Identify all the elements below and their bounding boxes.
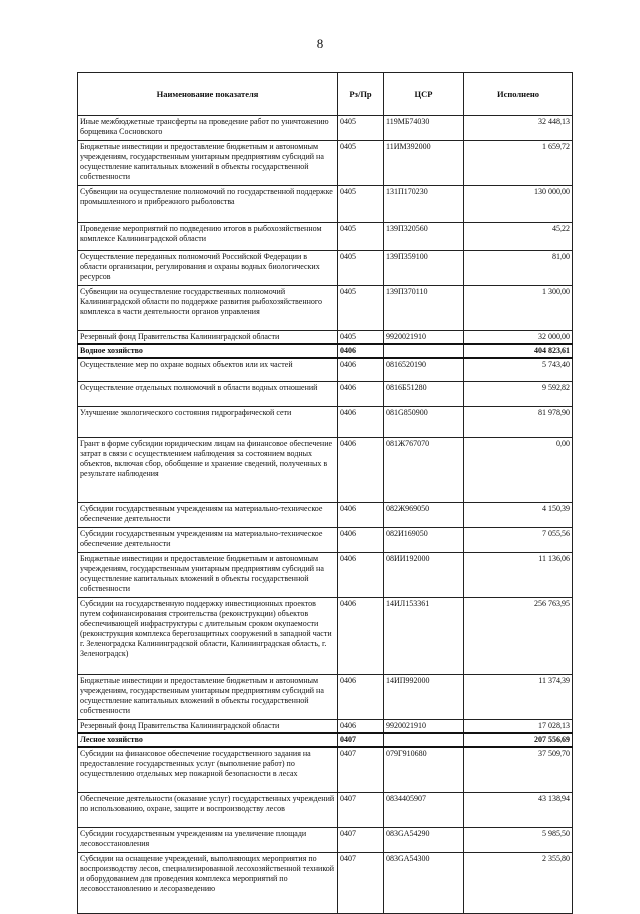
row-name-cell: Лесное хозяйство [78, 733, 338, 747]
row-amount-cell: 17 028,13 [464, 720, 573, 734]
row-amount-cell: 1 659,72 [464, 141, 573, 186]
row-csr-cell: 081Ж767070 [384, 438, 464, 503]
table-row [78, 223, 573, 251]
row-amount-cell: 9 592,82 [464, 382, 573, 407]
row-csr-cell: 0816520190 [384, 358, 464, 382]
row-csr-cell: 083GA54290 [384, 828, 464, 853]
row-amount-cell: 7 055,56 [464, 528, 573, 553]
row-rzpr-cell: 0406 [338, 675, 384, 720]
row-amount-cell: 32 000,00 [464, 331, 573, 345]
row-csr-cell: 119МБ74030 [384, 116, 464, 141]
row-name-cell: Обеспечение деятельности (оказание услуг) государственных учреждений по использованию, охране, защите и воспроизводству лесов [78, 793, 338, 828]
table-row [78, 116, 573, 141]
row-name-cell: Субсидии государственным учреждениям на материально-техническое обеспечение деятельности [78, 528, 338, 553]
row-rzpr-cell: 0405 [338, 141, 384, 186]
row-rzpr-cell: 0405 [338, 186, 384, 223]
row-rzpr-cell: 0405 [338, 223, 384, 251]
row-name-cell: Осуществление переданных полномочий Российской Федерации в области организации, регулирования и охраны водных биологических ресурсов [78, 251, 338, 286]
row-csr-cell: 139П370110 [384, 286, 464, 331]
row-rzpr-cell: 0407 [338, 828, 384, 853]
table-row [78, 503, 573, 528]
budget-table [77, 72, 573, 914]
row-csr-cell: 14ИП992000 [384, 675, 464, 720]
row-rzpr-cell: 0407 [338, 747, 384, 793]
table-row [78, 382, 573, 407]
row-name-cell: Осуществление отдельных полномочий в области водных отношений [78, 382, 338, 407]
table-row [78, 747, 573, 793]
row-rzpr-cell: 0406 [338, 344, 384, 358]
row-amount-cell: 207 556,69 [464, 733, 573, 747]
table-body [78, 116, 573, 914]
table-row [78, 598, 573, 675]
row-rzpr-cell: 0406 [338, 503, 384, 528]
table-row [78, 331, 573, 345]
row-name-cell: Бюджетные инвестиции и предоставление бюджетным и автономным учреждениям, государственным унитарным предприятиям субсидий на осуществление капитальных вложений в объекты государственной собственности [78, 553, 338, 598]
page-number: 8 [316, 36, 324, 51]
table-header-row [78, 73, 573, 116]
row-name-cell: Резервный фонд Правительства Калининградской области [78, 331, 338, 345]
row-rzpr-cell: 0406 [338, 528, 384, 553]
row-amount-cell: 130 000,00 [464, 186, 573, 223]
row-rzpr-cell: 0406 [338, 382, 384, 407]
row-rzpr-cell: 0406 [338, 598, 384, 675]
row-csr-cell: 082Ж969050 [384, 503, 464, 528]
table-row [78, 553, 573, 598]
row-rzpr-cell: 0407 [338, 793, 384, 828]
row-amount-cell: 32 448,13 [464, 116, 573, 141]
row-name-cell: Субсидии на оснащение учреждений, выполняющих мероприятия по воспроизводству лесов, специализированной лесохозяйственной техникой и оборудованием для проведения комплекса мероприятий по лесовосстановлению и лесоразведению [78, 853, 338, 914]
row-name-cell: Субсидии государственным учреждениям на материально-техническое обеспечение деятельности [78, 503, 338, 528]
section-total-row [78, 344, 573, 358]
section-total-row [78, 733, 573, 747]
row-rzpr-cell: 0406 [338, 438, 384, 503]
row-name-cell: Субсидии государственным учреждениям на увеличение площади лесовосстановления [78, 828, 338, 853]
row-amount-cell: 1 300,00 [464, 286, 573, 331]
row-rzpr-cell: 0407 [338, 733, 384, 747]
row-name-cell: Субсидии на финансовое обеспечение государственного задания на предоставление государственных услуг (выполнение работ) по осуществлению отдельных мер пожарной безопасности в лесах [78, 747, 338, 793]
row-csr-cell: 131П170230 [384, 186, 464, 223]
table-row [78, 407, 573, 438]
row-amount-cell: 5 743,40 [464, 358, 573, 382]
row-amount-cell: 5 985,50 [464, 828, 573, 853]
row-amount-cell: 11 374,39 [464, 675, 573, 720]
row-amount-cell: 37 509,70 [464, 747, 573, 793]
row-name-cell: Субвенции на осуществление полномочий по государственной поддержке промышленного и прибрежного рыболовства [78, 186, 338, 223]
row-rzpr-cell: 0407 [338, 853, 384, 914]
row-name-cell: Проведение мероприятий по подведению итогов в рыбохозяйственном комплексе Калининградской области [78, 223, 338, 251]
row-rzpr-cell: 0405 [338, 286, 384, 331]
row-amount-cell: 11 136,06 [464, 553, 573, 598]
row-csr-cell [384, 733, 464, 747]
row-csr-cell: 139П320560 [384, 223, 464, 251]
table-row [78, 675, 573, 720]
table-row [78, 438, 573, 503]
row-csr-cell: 0834405907 [384, 793, 464, 828]
row-csr-cell: 083GA54300 [384, 853, 464, 914]
row-rzpr-cell: 0405 [338, 116, 384, 141]
row-csr-cell: 139П359100 [384, 251, 464, 286]
row-name-cell: Бюджетные инвестиции и предоставление бюджетным и автономным учреждениям, государственным унитарным предприятиям субсидий на осуществление капитальных вложений в объекты государственной собственности [78, 141, 338, 186]
row-csr-cell: 081G850900 [384, 407, 464, 438]
row-csr-cell: 082И169050 [384, 528, 464, 553]
table-row [78, 286, 573, 331]
row-name-cell: Осуществление мер по охране водных объектов или их частей [78, 358, 338, 382]
row-csr-cell [384, 344, 464, 358]
row-rzpr-cell: 0406 [338, 720, 384, 734]
row-name-cell: Грант в форме субсидии юридическим лицам на финансовое обеспечение затрат в связи с осуществлением наблюдения за состоянием водных объектов, включая сбор, обобщение и хранение сведений, полученных в результате наблюдения [78, 438, 338, 503]
header-amount: Исполнено [464, 73, 573, 116]
row-rzpr-cell: 0406 [338, 407, 384, 438]
row-amount-cell: 81,00 [464, 251, 573, 286]
header-name: Наименование показателя [78, 73, 338, 116]
row-rzpr-cell: 0406 [338, 553, 384, 598]
row-csr-cell: 08ИИ192000 [384, 553, 464, 598]
table-row [78, 141, 573, 186]
row-amount-cell: 256 763,95 [464, 598, 573, 675]
row-name-cell: Водное хозяйство [78, 344, 338, 358]
table-row [78, 251, 573, 286]
table-row [78, 793, 573, 828]
table-row [78, 358, 573, 382]
row-name-cell: Бюджетные инвестиции и предоставление бюджетным и автономным учреждениям, государственным унитарным предприятиям субсидий на осуществление капитальных вложений в объекты государственной собственности [78, 675, 338, 720]
table-row [78, 853, 573, 914]
row-csr-cell: 9920021910 [384, 331, 464, 345]
table-row [78, 528, 573, 553]
row-name-cell: Резервный фонд Правительства Калининградской области [78, 720, 338, 734]
row-amount-cell: 45,22 [464, 223, 573, 251]
row-rzpr-cell: 0405 [338, 331, 384, 345]
table-row [78, 828, 573, 853]
row-amount-cell: 81 978,90 [464, 407, 573, 438]
row-amount-cell: 43 138,94 [464, 793, 573, 828]
row-amount-cell: 404 823,61 [464, 344, 573, 358]
table-row [78, 720, 573, 734]
header-csr: ЦСР [384, 73, 464, 116]
row-amount-cell: 4 150,39 [464, 503, 573, 528]
row-csr-cell: 14ИЛ153361 [384, 598, 464, 675]
row-amount-cell: 0,00 [464, 438, 573, 503]
row-rzpr-cell: 0406 [338, 358, 384, 382]
row-csr-cell: 079Г910680 [384, 747, 464, 793]
table-row [78, 186, 573, 223]
row-csr-cell: 0816Б51280 [384, 382, 464, 407]
row-csr-cell: 11ИМ392000 [384, 141, 464, 186]
row-name-cell: Иные межбюджетные трансферты на проведение работ по уничтожению борщевика Сосновского [78, 116, 338, 141]
header-rzpr: Рз/Пр [338, 73, 384, 116]
row-name-cell: Субсидии на государственную поддержку инвестиционных проектов путем софинансирования строительства (реконструкции) объектов обеспечивающей инфраструктуры с длительным сроком окупаемости (реконструкция комплекса берегозащитных сооружений в западной части г. Зеленоградска Калининградской области, Калининградская область, г. Зеленоградск) [78, 598, 338, 675]
row-name-cell: Субвенции на осуществление государственных полномочий Калининградской области по поддержке развития рыбохозяйственного комплекса в части деятельности органов управления [78, 286, 338, 331]
row-amount-cell: 2 355,80 [464, 853, 573, 914]
row-csr-cell: 9920021910 [384, 720, 464, 734]
row-name-cell: Улучшение экологического состояния гидрографической сети [78, 407, 338, 438]
row-rzpr-cell: 0405 [338, 251, 384, 286]
